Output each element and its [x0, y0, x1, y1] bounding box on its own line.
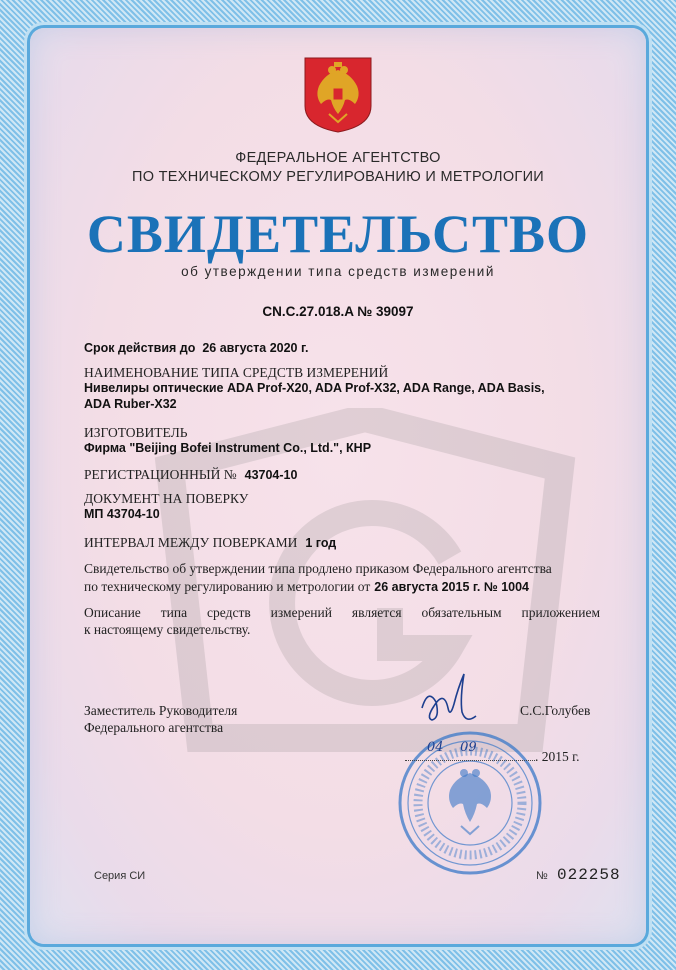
agency-name-line-2: ПО ТЕХНИЧЕСКОМУ РЕГУЛИРОВАНИЮ И МЕТРОЛОГИИ [131, 169, 545, 185]
interval-row [84, 534, 336, 552]
manufacturer-value: Фирма "Beijing Bofei Instrument Co., Ltd.", КНР [84, 441, 372, 455]
serial-number-label: № [536, 870, 548, 882]
validity-row [84, 341, 308, 355]
verification-doc-label: ДОКУМЕНТ НА ПОВЕРКУ [84, 491, 249, 506]
signatory-name: С.С.Голубев [520, 703, 591, 718]
series-label: Серия СИ [94, 870, 146, 882]
registration-label: РЕГИСТРАЦИОННЫЙ № [84, 467, 237, 482]
validity-date: 26 августа 2020 г. [202, 341, 309, 355]
handwritten-date: 04 09 [427, 740, 477, 755]
extension-line-1: Свидетельство об утверждении типа продлено приказом Федерального агентства [84, 561, 552, 576]
agency-name-line-1: ФЕДЕРАЛЬНОЕ АГЕНТСТВО [235, 150, 441, 166]
instrument-name-line-2: ADA Ruber-X32 [84, 397, 177, 411]
instrument-name-line-1: Нивелиры оптические ADA Prof-X20, ADA Prof-X32, ADA Range, ADA Basis, [84, 381, 545, 395]
certificate-number: CN.C.27.018.A № 39097 [262, 304, 414, 319]
extension-order: 26 августа 2015 г. № 1004 [374, 580, 530, 594]
certificate-subtitle: об утверждении типа средств измерений [181, 264, 495, 279]
date-blank [405, 740, 535, 761]
instrument-name-label: НАИМЕНОВАНИЕ ТИПА СРЕДСТВ ИЗМЕРЕНИЙ [84, 365, 389, 380]
registration-row [84, 466, 297, 484]
serial-number-value: 022258 [557, 866, 621, 884]
extension-line-2 [84, 578, 529, 596]
validity-label: Срок действия до [84, 341, 196, 355]
date-year: . 2015 г. [535, 749, 580, 764]
interval-value: 1 год [305, 536, 337, 550]
signature-icon [414, 668, 484, 730]
certificate-title: СВИДЕТЕЛЬСТВО [86, 204, 590, 264]
signatory-title-line-2: Федерального агентства [84, 720, 224, 735]
interval-label: ИНТЕРВАЛ МЕЖДУ ПОВЕРКАМИ [84, 535, 298, 550]
description-line-2: к настоящему свидетельству. [84, 622, 251, 637]
date-row [405, 740, 587, 765]
signatory-title-line-1: Заместитель Руководителя [84, 703, 238, 718]
manufacturer-label: ИЗГОТОВИТЕЛЬ [84, 425, 188, 440]
coat-of-arms-icon [303, 56, 373, 134]
extension-line-2-text: по техническому регулированию и метрологии от [84, 579, 371, 594]
registration-value: 43704-10 [244, 468, 298, 482]
description-line-1: Описание типа средств измерений является обязательным приложением [84, 605, 600, 620]
verification-doc-value: МП 43704-10 [84, 507, 160, 521]
